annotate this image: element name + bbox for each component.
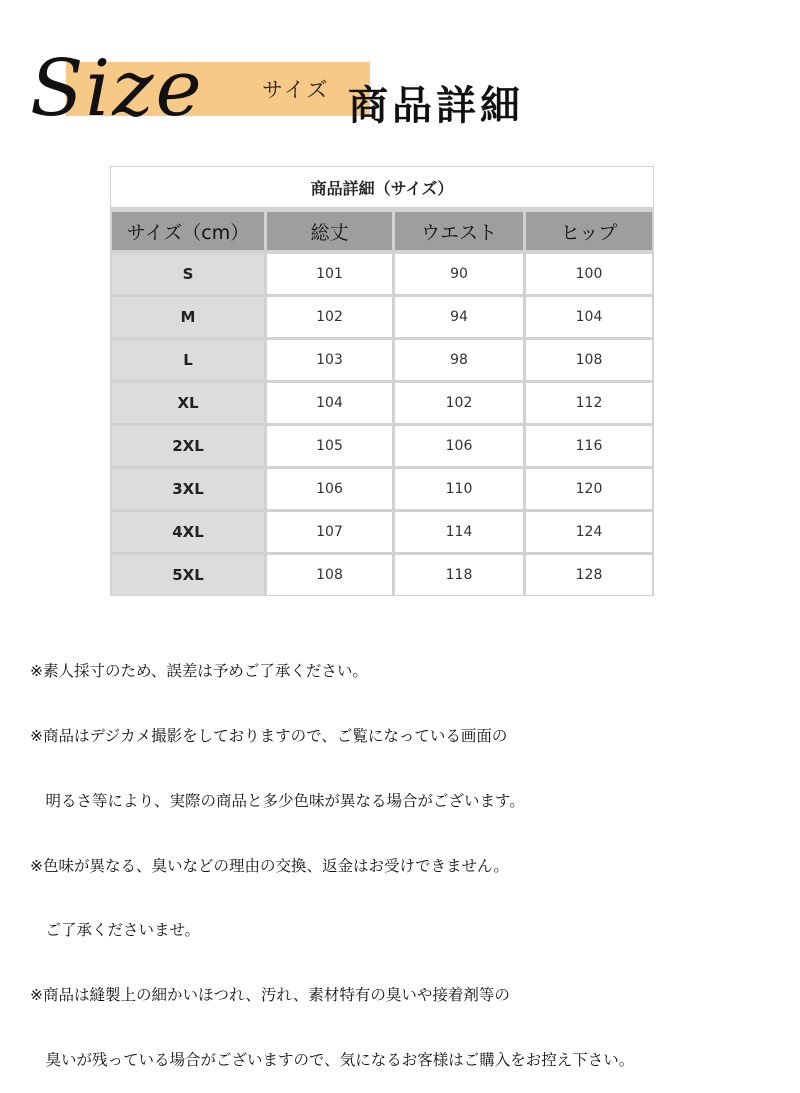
note-line: ※色味が異なる、臭いなどの理由の交換、返金はお受けできません。 bbox=[30, 856, 509, 875]
table-cell-waist: 106 bbox=[395, 426, 523, 466]
table-cell-waist: 118 bbox=[395, 555, 523, 595]
column-header-length: 総丈 bbox=[267, 212, 392, 250]
size-table bbox=[110, 166, 654, 596]
table-cell-hip: 128 bbox=[526, 555, 652, 595]
table-cell-size: L bbox=[112, 340, 264, 380]
table-cell-length: 105 bbox=[267, 426, 392, 466]
note-line: ※商品は縫製上の細かいほつれ、汚れ、素材特有の臭いや接着剤等の bbox=[30, 986, 510, 1005]
table-cell-size: M bbox=[112, 297, 264, 337]
table-cell-waist: 98 bbox=[395, 340, 523, 380]
table-cell-hip: 104 bbox=[526, 297, 652, 337]
column-header-hip: ヒップ bbox=[526, 212, 652, 250]
table-cell-waist: 102 bbox=[395, 383, 523, 423]
size-subtitle-kana: サイズ bbox=[262, 78, 330, 102]
table-cell-size: S bbox=[112, 254, 264, 294]
note-line: ご了承くださいませ。 bbox=[30, 921, 201, 940]
table-cell-length: 102 bbox=[267, 297, 392, 337]
table-cell-length: 104 bbox=[267, 383, 392, 423]
table-cell-length: 108 bbox=[267, 555, 392, 595]
column-header-waist: ウエスト bbox=[395, 212, 523, 250]
note-line: ※素人採寸のため、誤差は予めご了承ください。 bbox=[30, 662, 368, 681]
table-cell-hip: 112 bbox=[526, 383, 652, 423]
note-line: 明るさ等により、実際の商品と多少色味が異なる場合がございます。 bbox=[30, 791, 525, 810]
table-cell-waist: 114 bbox=[395, 512, 523, 552]
table-cell-length: 103 bbox=[267, 340, 392, 380]
table-cell-length: 101 bbox=[267, 254, 392, 294]
table-cell-hip: 120 bbox=[526, 469, 652, 509]
note-line: ※商品はデジカメ撮影をしておりますので、ご覧になっている画面の bbox=[30, 726, 508, 745]
page-title: 商品詳細 bbox=[348, 82, 524, 129]
table-cell-hip: 108 bbox=[526, 340, 652, 380]
table-cell-hip: 100 bbox=[526, 254, 652, 294]
table-cell-length: 106 bbox=[267, 469, 392, 509]
notes bbox=[30, 618, 790, 1093]
column-header-size: サイズ（cm） bbox=[112, 212, 264, 250]
table-cell-hip: 124 bbox=[526, 512, 652, 552]
table-cell-hip: 116 bbox=[526, 426, 652, 466]
table-cell-size: 3XL bbox=[112, 469, 264, 509]
table-cell-waist: 94 bbox=[395, 297, 523, 337]
note-line: 臭いが残っている場合がございますので、気になるお客様はご購入をお控え下さい。 bbox=[30, 1050, 635, 1069]
table-cell-size: 5XL bbox=[112, 555, 264, 595]
table-cell-size: 4XL bbox=[112, 512, 264, 552]
table-cell-length: 107 bbox=[267, 512, 392, 552]
table-cell-waist: 110 bbox=[395, 469, 523, 509]
table-caption: 商品詳細（サイズ） bbox=[110, 166, 654, 208]
table-cell-waist: 90 bbox=[395, 254, 523, 294]
table-cell-size: 2XL bbox=[112, 426, 264, 466]
size-script-title: Size bbox=[30, 44, 204, 134]
table-cell-size: XL bbox=[112, 383, 264, 423]
